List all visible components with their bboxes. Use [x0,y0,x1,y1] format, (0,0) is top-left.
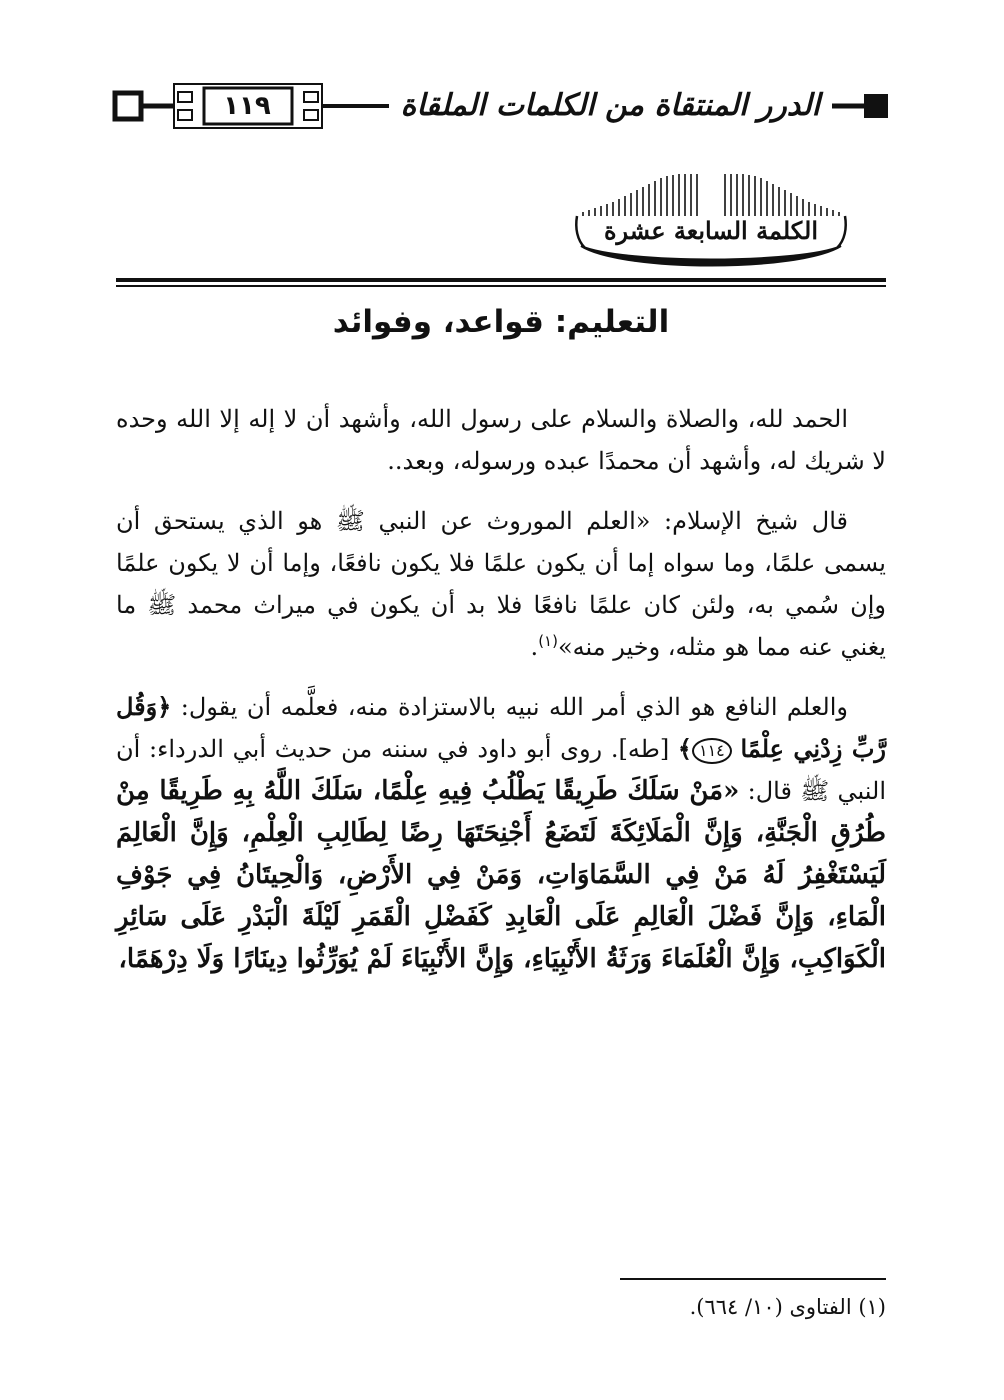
footnote-divider [620,1278,886,1280]
paragraph-opening [116,398,886,482]
ayah-number-marker: ١١٤ [692,738,732,764]
footnote-reference[interactable]: (١) [538,632,558,650]
quran-verse-close: ﴾ [677,734,692,763]
running-header [112,78,890,134]
paragraph-opening-text: الحمد لله، والصلاة والسلام على رسول الله، وأشهد أن لا إله إلا الله وحده لا شريك له، وأشهد أن محمدًا عبده ورسوله، وبعد.. [116,405,886,475]
paragraph-hadith [116,686,886,980]
chapter-badge [573,172,849,272]
hadith-source: [طه]. روى أبو داود في سننه من حديث أبي الدرداء: أن النبي ﷺ قال: [116,735,887,805]
running-title: الدرر المنتقاة من الكلمات الملقاة [389,84,832,128]
double-rule-divider [116,278,886,287]
section-title: التعليم: قواعد، وفوائد [332,304,670,340]
paragraph-quote-end: . [530,633,539,661]
footnote: (١) الفتاوى (١٠/ ٦٦٤). [689,1295,886,1319]
paragraph-quote [116,500,886,668]
paragraph-hadith-intro: والعلم النافع هو الذي أمر الله نبيه بالاستزادة منه، فعلَّمه أن يقول: [171,693,848,721]
body-text [116,398,886,998]
chapter-label: الكلمة السابعة عشرة [603,216,818,245]
hadith-text: «مَنْ سَلَكَ طَرِيقًا يَطْلُبُ فِيهِ عِلْمًا، سَلَكَ اللَّهُ بِهِ طَرِيقًا مِنْ طُرُقِ الْجَنَّةِ، وَإِنَّ الْمَلَائِكَةَ لَتَضَعُ أَجْنِحَتَهَا رِضًا لِطَالِبِ الْعِلْمِ، وَإِنَّ الْعَالِمَ لَيَسْتَغْفِرُ لَهُ مَنْ فِي السَّمَاوَاتِ، وَمَنْ فِي الأَرْضِ، وَالْحِيتَانُ فِي جَوْفِ الْمَاءِ، وَإِنَّ فَضْلَ الْعَالِمِ عَلَى الْعَابِدِ كَفَضْلِ الْقَمَرِ لَيْلَةَ الْبَدْرِ عَلَى سَائِرِ الْكَوَاكِبِ، وَإِنَّ الْعُلَمَاءَ وَرَثَةُ الأَنْبِيَاءِ، وَإِنَّ الأَنْبِيَاءَ لَمْ يُوَرِّثُوا دِينَارًا وَلَا دِرْهَمًا، [116,776,886,974]
quran-verse: ﴿وَقُل رَّبِّ زِدْنِي عِلْمًا [116,692,886,763]
paragraph-quote-text: قال شيخ الإسلام: «العلم الموروث عن النبي ﷺ هو الذي يستحق أن يسمى علمًا، وما سواه إما أن يكون علمًا فلا يكون نافعًا، وإما أن لا يكون علمًا وإن سُمي به، ولئن كان علمًا نافعًا فلا بد أن يكون في ميراث محمد ﷺ ما يغني عنه مما هو مثله، وخير منه» [116,507,887,661]
page-number: ١١٩ [223,91,271,121]
